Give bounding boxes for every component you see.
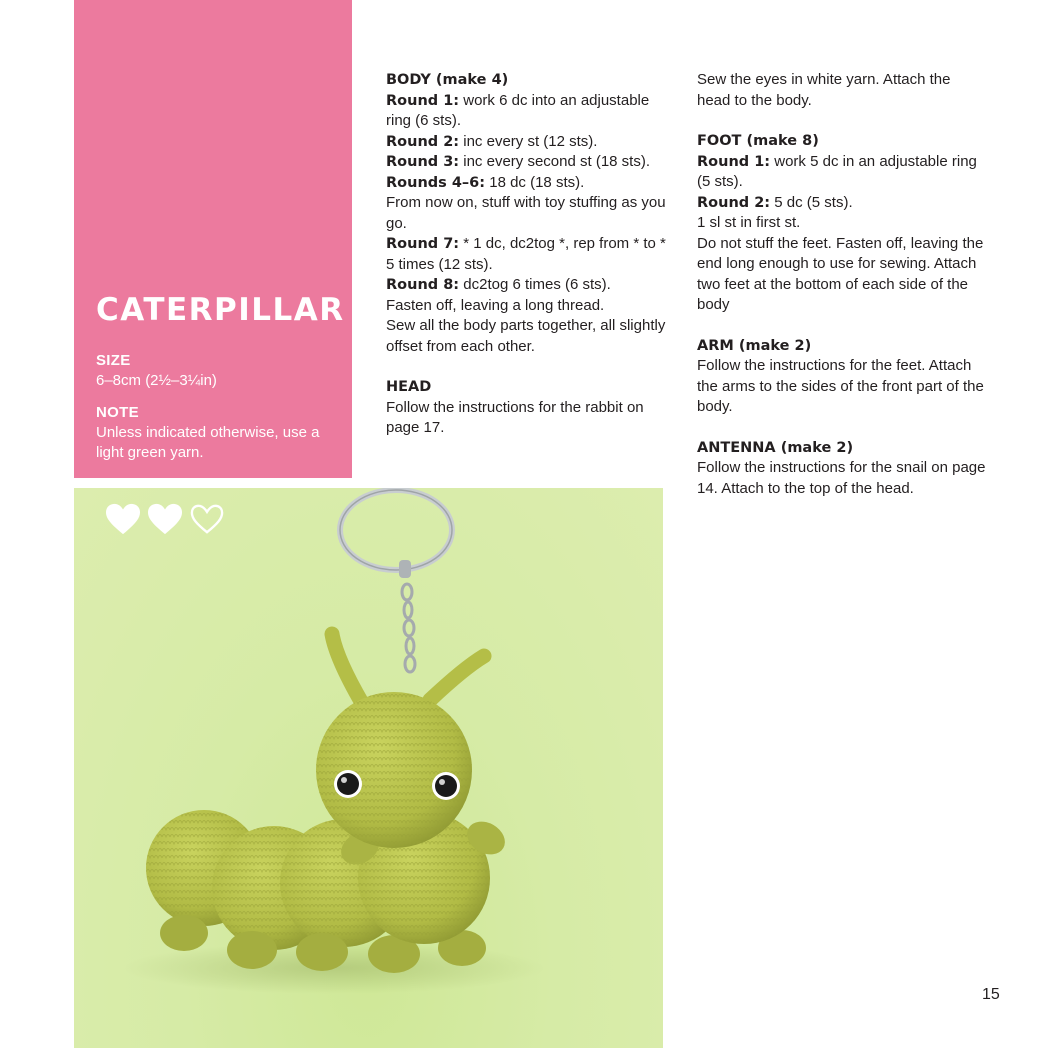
instructions-column-2: [697, 70, 987, 499]
note-text: Unless indicated otherwise, use a light green yarn.: [96, 424, 320, 461]
arm-heading: ARM (make 2): [697, 337, 812, 354]
note-info: [96, 403, 336, 463]
foot-instructions: Do not stuff the feet. Fasten off, leaving the end long enough to use for sewing. Attach two feet at the bottom of each side of the body: [697, 234, 984, 313]
body-fasten-text: Fasten off, leaving a long thread.: [386, 296, 605, 314]
page-number: 15: [982, 986, 1000, 1003]
heart-outline-icon: [188, 502, 226, 536]
antenna-text: Follow the instructions for the snail on page 14. Attach to the top of the head.: [697, 459, 986, 497]
body-round-3: Round 3: inc every second st (18 sts).: [386, 153, 650, 170]
body-round-1: Round 1: work 6 dc into an adjustable ring (6 sts).: [386, 91, 650, 129]
head-eyes-text: Sew the eyes in white yarn. Attach the head to the body.: [697, 71, 951, 109]
head-text: Follow the instructions for the rabbit on page 17.: [386, 398, 644, 436]
size-value: 6–8cm (2½–3¼in): [96, 372, 217, 389]
antenna-heading: ANTENNA (make 2): [697, 439, 854, 456]
foot-round-1: Round 1: work 5 dc in an adjustable ring (5 sts).: [697, 152, 977, 190]
instructions-column-1: [386, 70, 671, 439]
body-stuffing-text: From now on, stuff with toy stuffing as you go.: [386, 194, 666, 232]
page-title: CATERPILLAR: [96, 292, 345, 328]
body-rounds-4-6: Rounds 4–6: 18 dc (18 sts).: [386, 173, 585, 191]
note-label: NOTE: [96, 404, 139, 421]
body-sew-text: Sew all the body parts together, all slightly offset from each other.: [386, 317, 666, 355]
foot-slip-stitch-text: 1 sl st in first st.: [697, 214, 801, 231]
heart-filled-icon: [104, 502, 142, 536]
body-round-2: Round 2: inc every st (12 sts).: [386, 132, 598, 150]
size-label: SIZE: [96, 352, 131, 369]
foot-heading: FOOT (make 8): [697, 133, 819, 149]
caterpillar-keychain-illustration: [74, 488, 663, 1048]
size-info: [96, 351, 336, 391]
body-heading: BODY (make 4): [386, 72, 509, 88]
foot-round-2: Round 2: 5 dc (5 sts).: [697, 193, 853, 211]
difficulty-rating: [104, 502, 226, 536]
caterpillar-photo: [74, 488, 663, 1048]
heart-filled-icon: [146, 502, 184, 536]
arm-text: Follow the instructions for the feet. Attach the arms to the sides of the front part of the body.: [697, 357, 984, 415]
head-heading: HEAD: [386, 379, 432, 395]
body-round-7: Round 7: * 1 dc, dc2tog *, rep from * to * 5 times (12 sts).: [386, 235, 666, 273]
body-round-8: Round 8: dc2tog 6 times (6 sts).: [386, 276, 611, 293]
